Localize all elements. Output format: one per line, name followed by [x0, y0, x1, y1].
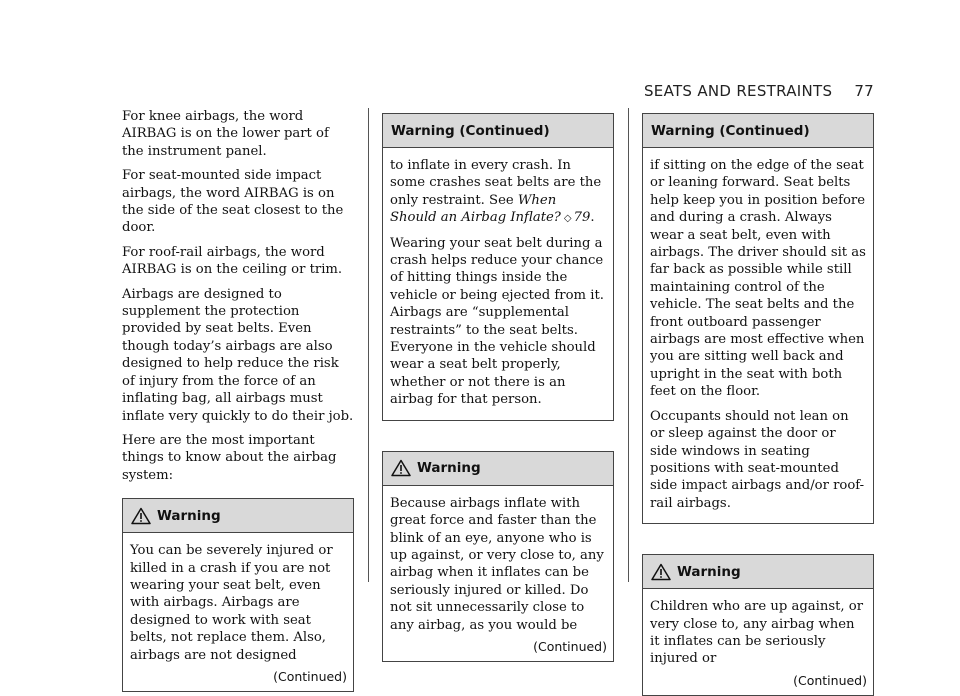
column-3: [642, 108, 874, 696]
warning-title: Warning: [677, 563, 741, 580]
warning-text: Occupants should not lean on or sleep against the door or side windows in seating positions with seat-mounted side impact airbags and/or roof-rail airbags.: [650, 408, 865, 511]
warning-triangle-icon: [651, 563, 671, 581]
column-1: [122, 108, 354, 692]
warning-text: to inflate in every crash. In some crashes seat belts are the only restraint. See When Should an Airbag Inflate? ◇ 79.: [390, 158, 602, 226]
warning-text: You can be severely injured or killed in a crash if you are not wearing your seat belt, even with airbags. Airbags are designed to work with seat belts, not replace them. Also, airbags are not designed: [130, 543, 333, 663]
continued-label: (Continued): [273, 668, 347, 684]
warning-box: [122, 498, 354, 692]
warning-text: Because airbags inflate with great force and faster than the blink of an eye, anyone who is up against, or very close to, any airbag when it inflates can be seriously injured or killed. Do not sit unnecessarily close to any airbag, as you would be: [390, 495, 604, 633]
column-2: [382, 108, 614, 662]
warning-header: [643, 114, 873, 148]
warning-header: [383, 452, 613, 486]
continued-label: (Continued): [533, 638, 607, 654]
warning-box: [382, 451, 614, 662]
warning-title: Warning (Continued): [651, 122, 810, 139]
warning-text: if sitting on the edge of the seat or leaning forward. Seat belts help keep you in position before and during a crash. Always wear a seat belt, even with airbags. The driver should sit as far back as possible while still maintaining control of the vehicle. The seat belts and the front outboard passenger airbags are most effective when you are sitting well back and upright in the seat with both feet on the floor.: [650, 158, 866, 400]
warning-text: Wearing your seat belt during a crash helps reduce your chance of hitting things inside the vehicle or being ejected from it. Airbags are “supplemental restraints” to the seat belts. Everyone in the vehicle should wear a seat belt properly, whether or not there is an airbag for that person.: [390, 235, 604, 408]
paragraph: For roof-rail airbags, the word AIRBAG is on the ceiling or trim.: [122, 244, 343, 278]
section-title: SEATS AND RESTRAINTS: [643, 82, 833, 100]
warning-title: Warning: [157, 507, 221, 524]
warning-box-continued: [642, 113, 874, 524]
warning-header: [383, 114, 613, 148]
warning-triangle-icon: [391, 459, 411, 477]
warning-header: [643, 555, 873, 589]
warning-title: Warning: [417, 460, 481, 477]
page-arrow-icon: ◇: [563, 213, 572, 225]
paragraph: Airbags are designed to supplement the protection provided by seat belts. Even though today’s airbags are also designed to help reduce the risk of injury from the force of an inflating bag, all airbags must inflate very quickly to do their job.: [122, 286, 354, 424]
warning-box: [642, 554, 874, 696]
page-header: [644, 82, 874, 100]
page-number: 77: [854, 82, 874, 100]
warning-header: [123, 499, 353, 533]
continued-label: (Continued): [793, 672, 867, 688]
column-divider: [628, 108, 629, 582]
column-divider: [368, 108, 369, 582]
cross-reference-link[interactable]: When Should an Airbag Inflate?: [390, 192, 561, 226]
page-reference[interactable]: 79: [573, 210, 591, 226]
paragraph: Here are the most important things to know about the airbag system:: [122, 432, 337, 483]
warning-box-continued: [382, 113, 614, 421]
warning-triangle-icon: [131, 507, 151, 525]
paragraph: For knee airbags, the word AIRBAG is on the lower part of the instrument panel.: [122, 109, 329, 159]
warning-text: Children who are up against, or very close to, any airbag when it inflates can be seriously injured or: [650, 599, 864, 667]
paragraph: For seat-mounted side impact airbags, the word AIRBAG is on the side of the seat closest to the door.: [122, 168, 344, 236]
warning-title: Warning (Continued): [391, 122, 550, 139]
